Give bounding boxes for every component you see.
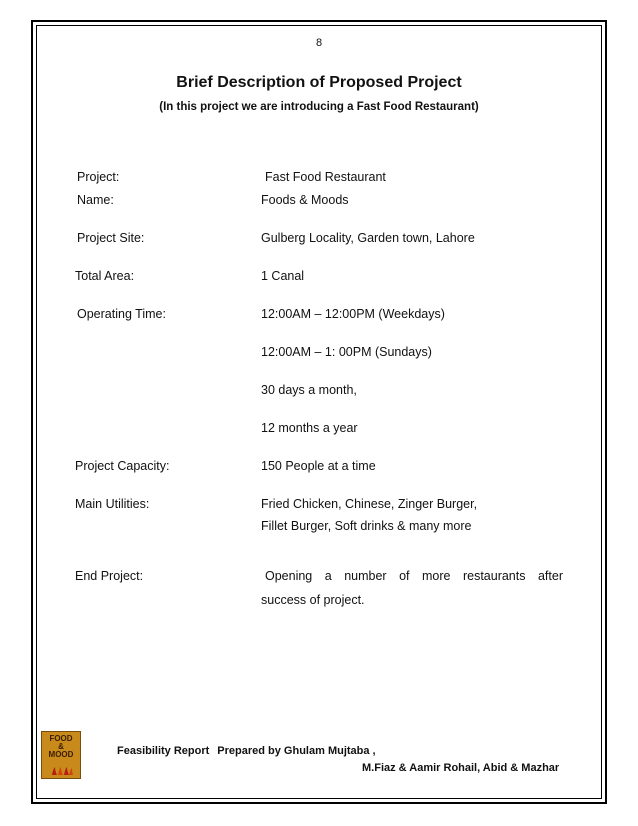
row-value-operating-weekdays: 12:00AM – 12:00PM (Weekdays) xyxy=(261,307,445,321)
row-value-end-project-line1: Opening a number of more restaurants after xyxy=(265,569,563,583)
row-value-total-area: 1 Canal xyxy=(261,269,305,283)
row-label-main-utilities: Main Utilities: xyxy=(75,497,150,511)
footer-authors: M.Fiaz & Aamir Rohail, Abid & Mazhar xyxy=(362,762,560,774)
row-value-name: Foods & Moods xyxy=(261,193,349,207)
row-value-operating-sundays: 12:00AM – 1: 00PM (Sundays) xyxy=(261,345,432,359)
page-number: 8 xyxy=(315,37,323,49)
page-title: Brief Description of Proposed Project xyxy=(176,74,462,91)
flame-icon xyxy=(50,766,74,775)
row-value-days-per-month: 30 days a month, xyxy=(261,383,357,397)
row-label-name: Name: xyxy=(77,193,114,207)
logo-lettering: FOOD & MOOD xyxy=(48,734,74,759)
row-label-project: Project: xyxy=(77,170,120,184)
page-subtitle: (In this project we are introducing a Fast Food Restaurant) xyxy=(159,101,479,113)
row-value-end-project-line2: success of project. xyxy=(261,593,365,607)
footer-prepared-by: Prepared by Ghulam Mujtaba , xyxy=(217,745,376,757)
row-label-total-area: Total Area: xyxy=(75,269,135,283)
row-label-project-capacity: Project Capacity: xyxy=(75,459,170,473)
row-label-end-project: End Project: xyxy=(75,569,144,583)
row-label-project-site: Project Site: xyxy=(77,231,145,245)
footer-label: Feasibility Report xyxy=(117,745,210,757)
row-value-project-site: Gulberg Locality, Garden town, Lahore xyxy=(261,231,475,245)
row-value-months-per-year: 12 months a year xyxy=(261,421,358,435)
row-label-operating-time: Operating Time: xyxy=(77,307,166,321)
row-value-project-capacity: 150 People at a time xyxy=(261,459,376,473)
footer-prepared-line xyxy=(117,745,376,757)
food-mood-logo xyxy=(41,731,81,779)
row-value-main-utilities-line2: Fillet Burger, Soft drinks & many more xyxy=(261,519,472,533)
page-border-inner xyxy=(36,25,602,799)
row-value-main-utilities-line1: Fried Chicken, Chinese, Zinger Burger, xyxy=(261,497,478,511)
row-value-project: Fast Food Restaurant xyxy=(265,170,386,184)
